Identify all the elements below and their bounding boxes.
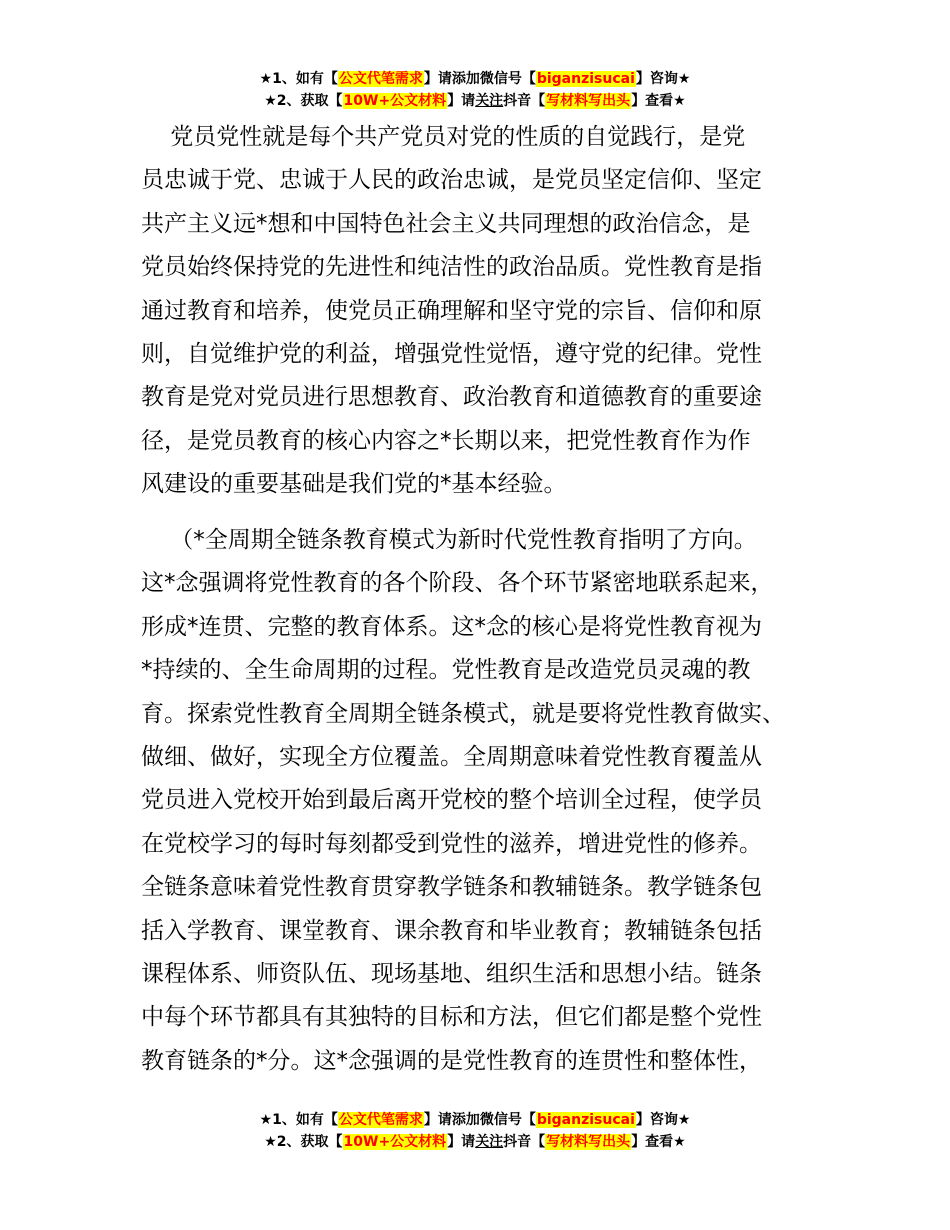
text-line: 做细、做好，实现全方位覆盖。全周期意味着党性教育覆盖从 xyxy=(141,743,762,770)
highlight-wechat-id: biganzisucai xyxy=(536,71,635,87)
text-line: 党员始终保持党的先进性和纯洁性的政治品质。党性教育是指 xyxy=(141,254,762,281)
text-line: 括入学教育、课堂教育、课余教育和毕业教育；教辅链条包括 xyxy=(141,917,762,944)
highlight-wechat-id: biganzisucai xyxy=(536,1112,635,1128)
text-line: 教育链条的*分。这*念强调的是党性教育的连贯性和整体性， xyxy=(141,1047,762,1074)
highlight-douyin-account: 写材料写出头 xyxy=(546,1134,631,1150)
highlight-douyin-account: 写材料写出头 xyxy=(546,93,631,109)
paragraph-1 xyxy=(141,116,841,507)
paragraph-2 xyxy=(141,519,841,1083)
text-line: 在党校学习的每时每刻都受到党性的滋养，增进党性的修养。 xyxy=(141,830,762,857)
text-line: 员忠诚于党、忠诚于人民的政治忠诚，是党员坚定信仰、坚定 xyxy=(141,167,762,194)
text-line: 课程体系、师资队伍、现场基地、组织生活和思想小结。链条 xyxy=(141,960,762,987)
text-line: 育。探索党性教育全周期全链条模式，就是要将党性教育做实、 xyxy=(141,700,785,727)
text-line: 径，是党员教育的核心内容之*长期以来，把党性教育作为作 xyxy=(141,427,751,454)
banner-text: 】请添加微信号【 xyxy=(423,1112,536,1128)
text-line: 党员进入党校开始到最后离开党校的整个培训全过程，使学员 xyxy=(141,787,762,814)
header-line-2 xyxy=(0,90,950,112)
banner-text: 】咨询★ xyxy=(635,1112,691,1128)
text-line: 形成*连贯、完整的教育体系。这*念的核心是将党性教育视为 xyxy=(141,613,762,640)
text-line: 共产主义远*想和中国特色社会主义共同理想的政治信念，是 xyxy=(141,210,751,237)
highlight-service: 公文代笔需求 xyxy=(338,1112,423,1128)
banner-text: ★2、获取【 xyxy=(264,1134,343,1150)
text-line: 中每个环节都具有其独特的目标和方法，但它们都是整个党性 xyxy=(141,1004,762,1031)
text-line: 教育是党对党员进行思想教育、政治教育和道德教育的重要途 xyxy=(141,384,762,411)
text-line: 则，自觉维护党的利益，增强党性觉悟，遵守党的纪律。党性 xyxy=(141,340,762,367)
banner-text: 】请添加微信号【 xyxy=(423,71,536,87)
footer-line-2 xyxy=(0,1131,950,1153)
text-line: 通过教育和培养，使党员正确理解和坚守党的宗旨、信仰和原 xyxy=(141,297,762,324)
banner-text: 】查看★ xyxy=(631,93,686,109)
text-line: 全链条意味着党性教育贯穿教学链条和教辅链条。教学链条包 xyxy=(141,874,762,901)
banner-text: ★2、获取【 xyxy=(264,93,343,109)
banner-text: 】请 xyxy=(447,93,476,109)
banner-text: ★1、如有【 xyxy=(259,1112,338,1128)
banner-text: 】咨询★ xyxy=(635,71,691,87)
banner-text: ★1、如有【 xyxy=(259,71,338,87)
banner-underlined-text: 关注 xyxy=(475,93,504,109)
banner-underlined-text: 关注 xyxy=(475,1134,504,1150)
highlight-materials: 10W+公文材料 xyxy=(343,1134,447,1150)
text-line: 这*念强调将党性教育的各个阶段、各个环节紧密地联系起来， xyxy=(141,570,774,597)
banner-text: 抖音【 xyxy=(503,1134,546,1150)
footer-banner xyxy=(0,1109,950,1153)
header-banner xyxy=(0,68,950,112)
footer-line-1 xyxy=(0,1109,950,1131)
text-line: 党员党性就是每个共产党员对党的性质的自觉践行，是党 xyxy=(141,124,746,150)
highlight-materials: 10W+公文材料 xyxy=(343,93,447,109)
text-line: *持续的、全生命周期的过程。党性教育是改造党员灵魂的教 xyxy=(141,657,751,684)
header-line-1 xyxy=(0,68,950,90)
text-line: 风建设的重要基础是我们党的*基本经验。 xyxy=(141,471,567,498)
text-line: （*全周期全链条教育模式为新时代党性教育指明了方向。 xyxy=(141,527,757,553)
highlight-service: 公文代笔需求 xyxy=(338,71,423,87)
banner-text: 】查看★ xyxy=(631,1134,686,1150)
banner-text: 】请 xyxy=(447,1134,476,1150)
banner-text: 抖音【 xyxy=(503,93,546,109)
